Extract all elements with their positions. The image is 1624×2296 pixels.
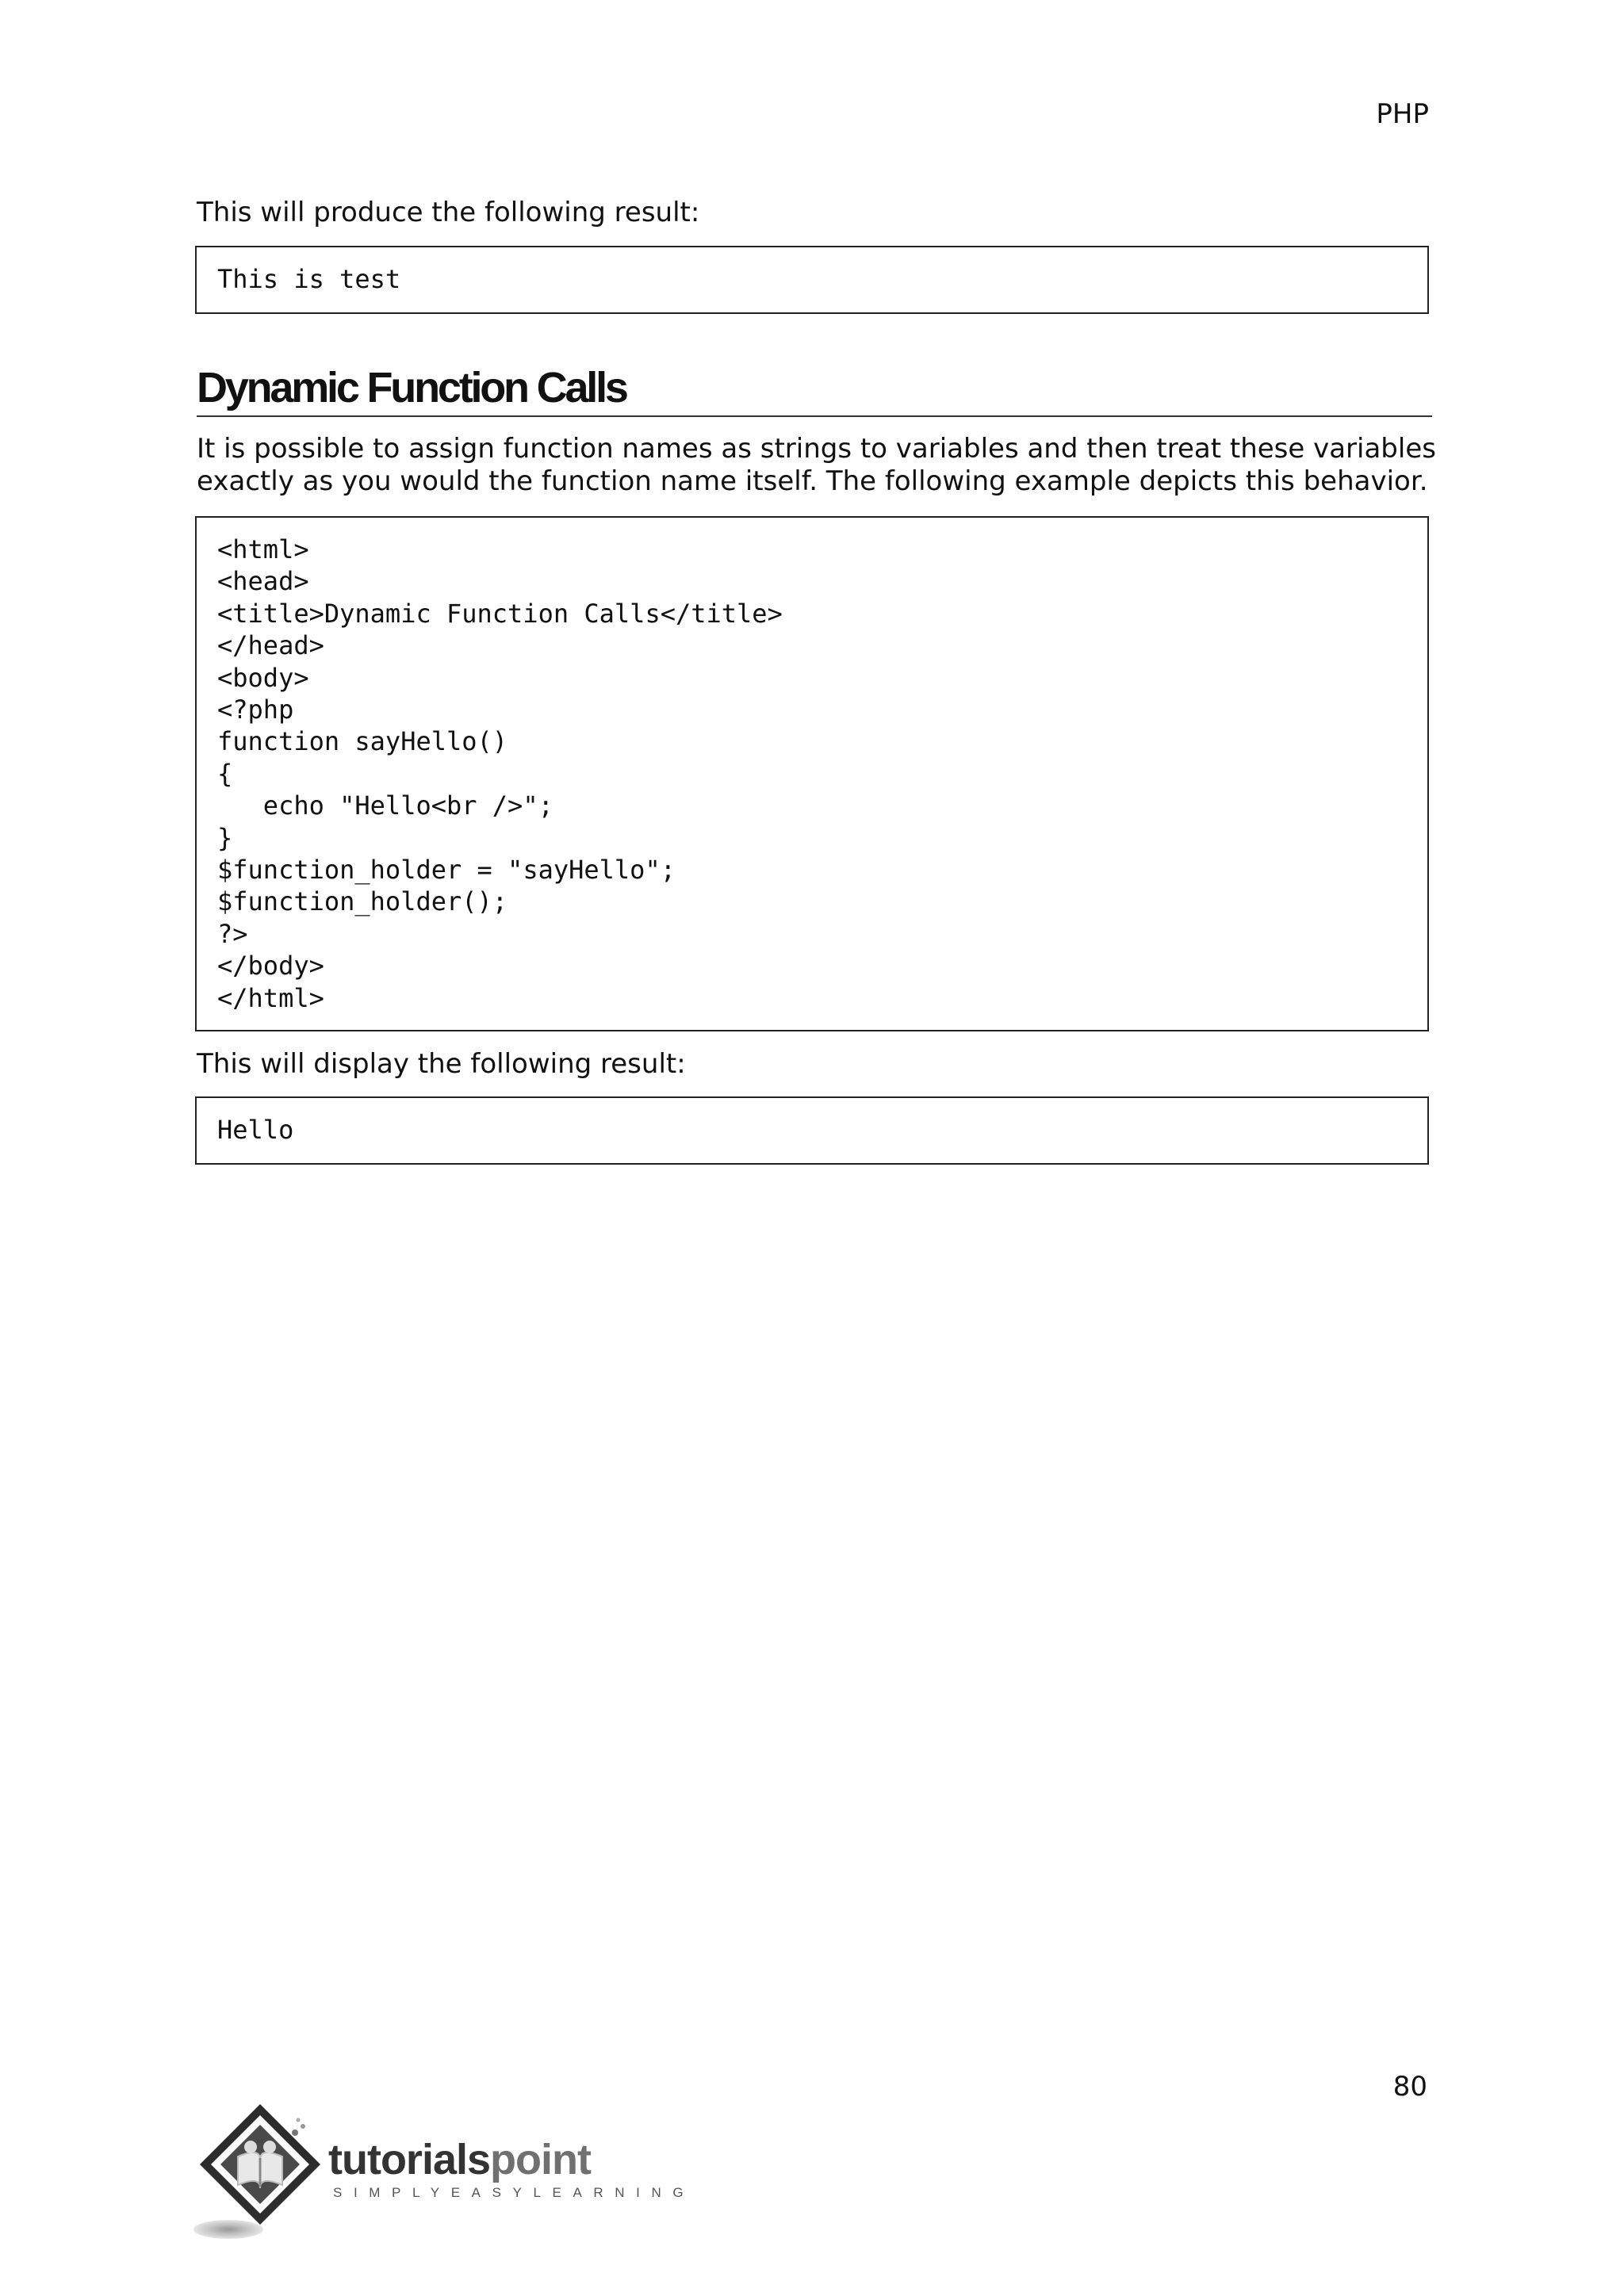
page-number: 80	[1392, 2071, 1427, 2103]
tutorialspoint-logo	[193, 2101, 695, 2244]
section-paragraph-line-1: It is possible to assign function names as strings to variables and then treat these variables	[197, 433, 1436, 465]
intro-text: This will produce the following result:	[197, 197, 700, 228]
running-header: PHP	[1376, 98, 1429, 130]
output-box-1	[195, 246, 1429, 314]
section-paragraph-line-2: exactly as you would the function name itself. The following example depicts this behavior.	[197, 465, 1428, 497]
result-text: This will display the following result:	[197, 1048, 686, 1080]
code-example-box	[195, 516, 1429, 1031]
logo-wordmark: tutorialspoint	[328, 2136, 591, 2183]
logo-diamond-icon	[193, 2101, 328, 2244]
logo-tagline: SIMPLYEASYLEARNING	[333, 2185, 695, 2200]
section-heading: Dynamic Function Calls	[197, 363, 1432, 417]
output-box-2	[195, 1096, 1429, 1165]
output-code-1: This is test	[217, 264, 401, 294]
code-example: <html> <head> <title>Dynamic Function Calls</title> </head> <body> <?php function sayHello() { echo "Hello<br />"; } $function_holder = "sayHello"; $function_holder(); ?> </body> </html>	[217, 534, 783, 1013]
output-code-2: Hello	[217, 1115, 294, 1145]
